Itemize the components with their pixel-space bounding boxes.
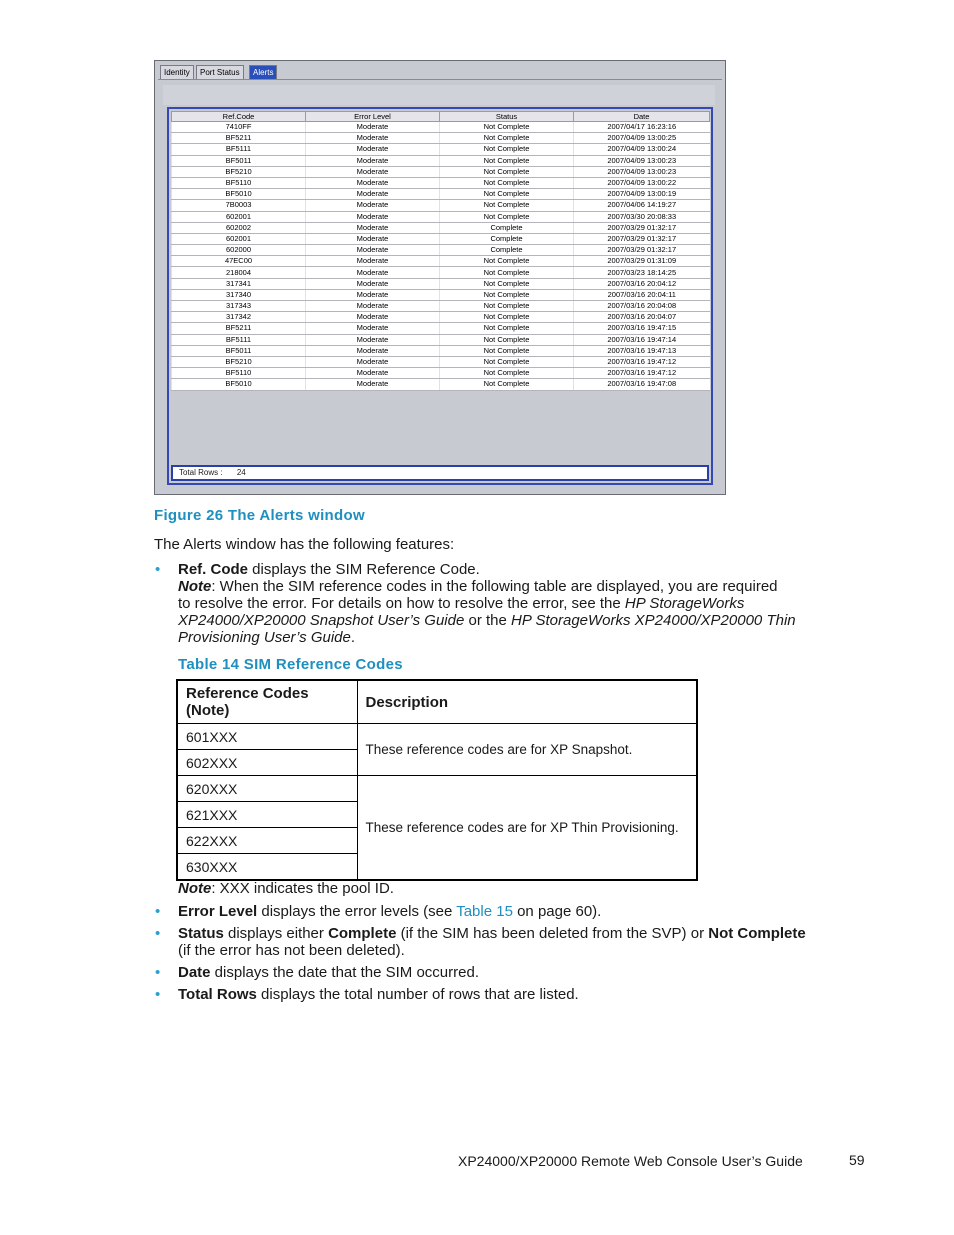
table-row[interactable] <box>172 233 710 244</box>
status-cell: Not Complete <box>440 133 574 144</box>
status-cell: Not Complete <box>440 144 574 155</box>
sim-code: 621XXX <box>177 802 357 828</box>
table-row <box>177 724 697 750</box>
ref-code-cell: BF5111 <box>172 334 306 345</box>
sim-code: 602XXX <box>177 750 357 776</box>
bullet-icon: • <box>155 986 161 1003</box>
date-term: Date <box>178 964 211 981</box>
total-rows-term: Total Rows <box>178 986 257 1003</box>
footer-title: XP24000/XP20000 Remote Web Console User’s Guide <box>458 1153 803 1169</box>
error-level-bullet <box>178 903 601 920</box>
date-cell: 2007/03/16 20:04:08 <box>574 301 710 312</box>
note-line4b: . <box>350 629 356 646</box>
status-term: Status <box>178 925 224 942</box>
ref-code-cell: BF5210 <box>172 166 306 177</box>
table-row[interactable] <box>172 323 710 334</box>
alerts-header-area <box>163 85 715 105</box>
total-rows-value: 24 <box>236 468 246 477</box>
status-not-complete-term: Not Complete <box>708 925 806 942</box>
table-row[interactable] <box>172 379 710 390</box>
note-line2a: to resolve the error. For details on how to resolve the error, see the <box>178 595 625 612</box>
date-cell: 2007/03/23 18:14:25 <box>574 267 710 278</box>
alerts-window-screenshot <box>154 60 726 495</box>
ref-code-cell: BF5111 <box>172 144 306 155</box>
status-cell: Not Complete <box>440 122 574 133</box>
ref-code-cell: 7B0003 <box>172 200 306 211</box>
date-cell: 2007/03/16 19:47:13 <box>574 345 710 356</box>
error-level-cell: Moderate <box>306 301 440 312</box>
table-row[interactable] <box>172 189 710 200</box>
error-level-cell: Moderate <box>306 323 440 334</box>
status-cell: Not Complete <box>440 155 574 166</box>
table-row[interactable] <box>172 256 710 267</box>
sim-header-description: Description <box>357 680 697 724</box>
date-cell: 2007/03/16 19:47:14 <box>574 334 710 345</box>
pool-note-label: Note <box>178 880 212 897</box>
status-cell: Complete <box>440 245 574 256</box>
error-level-cell: Moderate <box>306 177 440 188</box>
table-row[interactable] <box>172 356 710 367</box>
status-cell: Not Complete <box>440 256 574 267</box>
ref-code-cell: 602001 <box>172 211 306 222</box>
date-cell: 2007/03/16 19:47:12 <box>574 368 710 379</box>
sim-reference-codes-table <box>176 679 698 881</box>
table-row[interactable] <box>172 133 710 144</box>
sim-code: 601XXX <box>177 724 357 750</box>
total-rows-text: displays the total number of rows that are listed. <box>256 986 579 1003</box>
error-level-cell: Moderate <box>306 166 440 177</box>
sim-desc-thin: These reference codes are for XP Thin Provisioning. <box>357 776 697 881</box>
tab-alerts[interactable]: Alerts <box>249 65 277 79</box>
note-line3b: or the <box>464 612 512 629</box>
table-row[interactable] <box>172 289 710 300</box>
ref-code-cell: BF5110 <box>172 368 306 379</box>
ref-code-cell: BF5211 <box>172 323 306 334</box>
sim-header-codes: Reference Codes (Note) <box>177 680 357 724</box>
date-cell: 2007/03/29 01:31:09 <box>574 256 710 267</box>
ref-code-cell: BF5210 <box>172 356 306 367</box>
status-bullet <box>178 925 828 959</box>
date-cell: 2007/03/30 20:08:33 <box>574 211 710 222</box>
date-bullet <box>178 964 479 981</box>
alerts-table-frame <box>167 107 713 485</box>
error-level-cell: Moderate <box>306 334 440 345</box>
table-row[interactable] <box>172 211 710 222</box>
total-rows-label: Total Rows : <box>179 468 223 477</box>
date-text: displays the date that the SIM occurred. <box>210 964 479 981</box>
date-cell: 2007/04/09 13:00:22 <box>574 177 710 188</box>
ref-code-cell: 602001 <box>172 233 306 244</box>
column-header-date[interactable]: Date <box>574 112 710 122</box>
error-level-cell: Moderate <box>306 368 440 379</box>
alerts-table <box>171 111 710 391</box>
ref-code-cell: 218004 <box>172 267 306 278</box>
error-level-text-a: displays the error levels (see <box>257 903 457 920</box>
ref-code-cell: BF5011 <box>172 155 306 166</box>
ref-code-cell: BF5011 <box>172 345 306 356</box>
error-level-cell: Moderate <box>306 267 440 278</box>
error-level-cell: Moderate <box>306 245 440 256</box>
error-level-cell: Moderate <box>306 356 440 367</box>
error-level-cell: Moderate <box>306 233 440 244</box>
page-number: 59 <box>849 1152 865 1168</box>
error-level-text-b: on page 60). <box>512 903 602 920</box>
ref-code-cell: BF5110 <box>172 177 306 188</box>
refcode-bullet <box>178 561 828 646</box>
status-cell: Not Complete <box>440 289 574 300</box>
date-cell: 2007/03/16 19:47:08 <box>574 379 710 390</box>
error-level-cell: Moderate <box>306 256 440 267</box>
status-cell: Complete <box>440 233 574 244</box>
table-row[interactable] <box>172 345 710 356</box>
date-cell: 2007/03/29 01:32:17 <box>574 222 710 233</box>
sim-code: 620XXX <box>177 776 357 802</box>
total-rows-bar <box>171 465 709 481</box>
sim-desc-snapshot: These reference codes are for XP Snapshot. <box>357 724 697 776</box>
date-cell: 2007/03/16 20:04:07 <box>574 312 710 323</box>
pool-note <box>178 880 394 897</box>
date-cell: 2007/03/16 20:04:11 <box>574 289 710 300</box>
error-level-cell: Moderate <box>306 289 440 300</box>
table-row[interactable] <box>172 144 710 155</box>
table-row[interactable] <box>172 312 710 323</box>
error-level-cell: Moderate <box>306 189 440 200</box>
table-row[interactable] <box>172 301 710 312</box>
date-cell: 2007/03/16 19:47:15 <box>574 323 710 334</box>
status-cell: Not Complete <box>440 177 574 188</box>
status-cell: Not Complete <box>440 379 574 390</box>
error-level-term: Error Level <box>178 903 258 920</box>
tab-port-status[interactable]: Port Status <box>196 65 244 79</box>
table-row[interactable] <box>172 177 710 188</box>
table-row[interactable] <box>172 122 710 133</box>
table-row <box>177 776 697 802</box>
date-cell: 2007/04/06 14:19:27 <box>574 200 710 211</box>
column-header-error-level[interactable]: Error Level <box>306 112 440 122</box>
ref-code-cell: 47EC00 <box>172 256 306 267</box>
error-level-cell: Moderate <box>306 211 440 222</box>
ref-code-cell: BF5211 <box>172 133 306 144</box>
refcode-text: displays the SIM Reference Code. <box>248 561 480 578</box>
date-cell: 2007/04/09 13:00:25 <box>574 133 710 144</box>
ref-code-cell: BF5010 <box>172 379 306 390</box>
refcode-term: Ref. Code <box>178 561 249 578</box>
ref-code-cell: 317341 <box>172 278 306 289</box>
status-cell: Not Complete <box>440 368 574 379</box>
date-cell: 2007/04/09 13:00:23 <box>574 155 710 166</box>
tab-identity[interactable]: Identity <box>160 65 194 79</box>
status-cell: Not Complete <box>440 267 574 278</box>
status-cell: Not Complete <box>440 301 574 312</box>
table-row[interactable] <box>172 166 710 177</box>
table-row[interactable] <box>172 245 710 256</box>
status-cell: Not Complete <box>440 312 574 323</box>
table-row[interactable] <box>172 222 710 233</box>
status-text-c: (if the error has not been deleted). <box>178 942 405 959</box>
tab-bar <box>158 64 722 80</box>
ref-code-cell: 317343 <box>172 301 306 312</box>
ref-code-cell: 602002 <box>172 222 306 233</box>
note-line1: : When the SIM reference codes in the following table are displayed, you are required <box>211 578 778 595</box>
table-row[interactable] <box>172 267 710 278</box>
status-cell: Not Complete <box>440 278 574 289</box>
table-row[interactable] <box>172 368 710 379</box>
alerts-table-body <box>172 122 710 391</box>
ref-code-cell: 602000 <box>172 245 306 256</box>
status-text-a: displays either <box>223 925 329 942</box>
error-level-cell: Moderate <box>306 345 440 356</box>
note-line3c: HP StorageWorks XP24000/XP20000 Thin <box>511 612 796 629</box>
date-cell: 2007/04/09 13:00:19 <box>574 189 710 200</box>
sim-code: 630XXX <box>177 854 357 881</box>
alerts-header-row <box>172 112 710 122</box>
error-level-cell: Moderate <box>306 144 440 155</box>
intro-text: The Alerts window has the following features: <box>154 536 455 553</box>
error-level-cell: Moderate <box>306 278 440 289</box>
ref-code-cell: 317342 <box>172 312 306 323</box>
date-cell: 2007/03/16 19:47:12 <box>574 356 710 367</box>
error-level-cell: Moderate <box>306 200 440 211</box>
bullet-icon: • <box>155 925 161 942</box>
sim-code: 622XXX <box>177 828 357 854</box>
note-line2b: HP StorageWorks <box>624 595 745 612</box>
error-level-cell: Moderate <box>306 379 440 390</box>
status-complete-term: Complete <box>328 925 397 942</box>
column-header-ref-code[interactable]: Ref.Code <box>172 112 306 122</box>
error-level-cell: Moderate <box>306 133 440 144</box>
error-level-cell: Moderate <box>306 122 440 133</box>
ref-code-cell: 7410FF <box>172 122 306 133</box>
status-cell: Not Complete <box>440 334 574 345</box>
error-level-cell: Moderate <box>306 155 440 166</box>
status-cell: Not Complete <box>440 189 574 200</box>
ref-code-cell: 317340 <box>172 289 306 300</box>
status-cell: Not Complete <box>440 200 574 211</box>
ref-code-cell: BF5010 <box>172 189 306 200</box>
status-cell: Not Complete <box>440 166 574 177</box>
table-row[interactable] <box>172 155 710 166</box>
table-row[interactable] <box>172 278 710 289</box>
note-line3a: XP24000/XP20000 Snapshot User’s Guide <box>178 612 465 629</box>
status-cell: Complete <box>440 222 574 233</box>
error-level-cell: Moderate <box>306 222 440 233</box>
date-cell: 2007/03/29 01:32:17 <box>574 245 710 256</box>
bullet-icon: • <box>155 964 161 981</box>
status-cell: Not Complete <box>440 323 574 334</box>
table-row[interactable] <box>172 200 710 211</box>
date-cell: 2007/04/17 16:23:16 <box>574 122 710 133</box>
status-text-b: (if the SIM has been deleted from the SVP) or <box>396 925 709 942</box>
note-label: Note <box>178 578 212 595</box>
date-cell: 2007/03/29 01:32:17 <box>574 233 710 244</box>
pool-note-text: : XXX indicates the pool ID. <box>211 880 394 897</box>
bullet-icon: • <box>155 903 161 920</box>
status-cell: Not Complete <box>440 356 574 367</box>
sim-header-row <box>177 680 697 724</box>
status-cell: Not Complete <box>440 211 574 222</box>
status-cell: Not Complete <box>440 345 574 356</box>
table-15-link[interactable]: Table 15 <box>456 903 513 920</box>
column-header-status[interactable]: Status <box>440 112 574 122</box>
date-cell: 2007/03/16 20:04:12 <box>574 278 710 289</box>
table-row[interactable] <box>172 334 710 345</box>
error-level-cell: Moderate <box>306 312 440 323</box>
total-rows-bullet <box>178 986 579 1003</box>
date-cell: 2007/04/09 13:00:24 <box>574 144 710 155</box>
table-caption: Table 14 SIM Reference Codes <box>178 656 403 673</box>
date-cell: 2007/04/09 13:00:23 <box>574 166 710 177</box>
note-line4a: Provisioning User’s Guide <box>178 629 351 646</box>
figure-caption: Figure 26 The Alerts window <box>154 507 365 524</box>
bullet-icon: • <box>155 561 161 578</box>
